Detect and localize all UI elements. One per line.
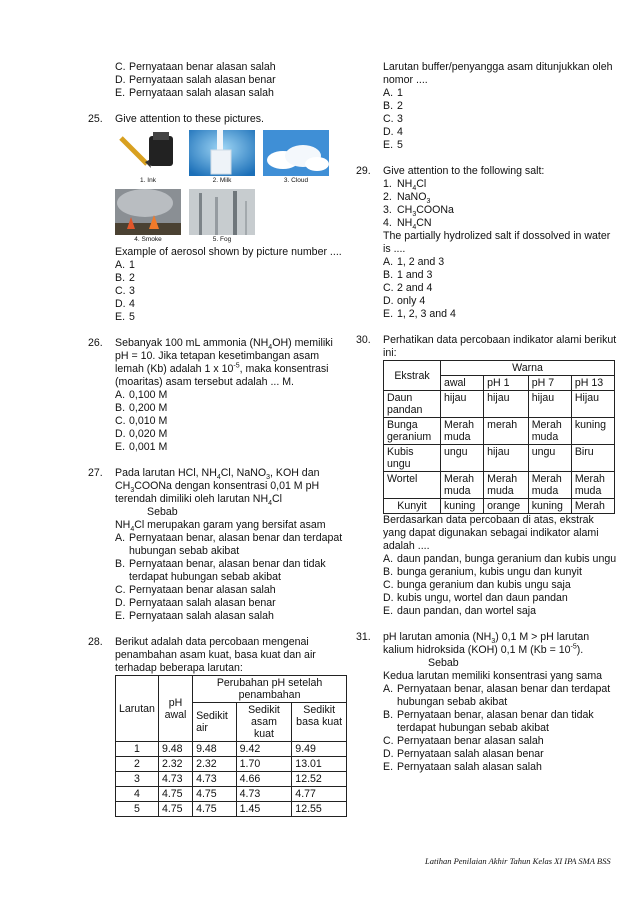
option-letter: C. bbox=[115, 61, 126, 73]
option-letter: E. bbox=[115, 87, 126, 99]
option-text: 1 and 3 bbox=[397, 269, 433, 281]
option-text: only 4 bbox=[397, 295, 426, 307]
option bbox=[115, 558, 346, 584]
header-ekstrak: Ekstrak bbox=[384, 361, 441, 391]
option bbox=[115, 74, 346, 87]
option bbox=[115, 597, 346, 610]
option-letter: B. bbox=[115, 272, 126, 284]
option bbox=[115, 272, 346, 285]
option-text: Pernyataan benar, alasan benar dan terdapat hubungan sebab akibat bbox=[129, 532, 343, 557]
header-larutan: Larutan bbox=[116, 676, 159, 742]
question-number: 28. bbox=[88, 636, 103, 648]
question-27 bbox=[88, 467, 346, 623]
option-text: Pernyataan benar, alasan benar dan tidak terdapat hubungan sebab akibat bbox=[397, 709, 594, 734]
option bbox=[115, 584, 346, 597]
header-sedikit-asam: Sedikit asam kuat bbox=[236, 703, 292, 742]
option bbox=[383, 683, 618, 709]
option-letter: B. bbox=[383, 269, 394, 281]
option-text: Pernyataan salah alasan benar bbox=[129, 74, 276, 86]
option-letter: A. bbox=[383, 683, 394, 695]
header-col: pH 1 bbox=[484, 376, 529, 391]
option-text: 0,010 M bbox=[129, 415, 168, 427]
question-stem: Berikut adalah data percobaan mengenai penambahan asam kuat, basa kuat dan air terhadap beberapa larutan: bbox=[115, 636, 316, 674]
picture-row-1 bbox=[115, 130, 346, 185]
option bbox=[115, 532, 346, 558]
salt-item: 4. $NH_4CN$ bbox=[383, 217, 432, 232]
cloud-image bbox=[263, 130, 329, 176]
option-letter: C. bbox=[115, 415, 126, 427]
option-text: Pernyataan benar, alasan benar dan terdapat hubungan sebab akibat bbox=[397, 683, 611, 708]
table-row: 4 4.75 4.75 4.73 4.77 bbox=[116, 787, 347, 802]
salt-item: 2. NaNO$_3$ bbox=[383, 191, 431, 206]
option-letter: A. bbox=[383, 553, 394, 565]
option bbox=[383, 748, 618, 761]
ink-image bbox=[115, 130, 181, 176]
option-text: 4 bbox=[397, 126, 403, 138]
option-letter: A. bbox=[115, 389, 126, 401]
option bbox=[115, 402, 346, 415]
table-row: 2 2.32 2.32 1.70 13.01 bbox=[116, 757, 347, 772]
option bbox=[383, 592, 618, 605]
option-text: 1, 2 and 3 bbox=[397, 256, 445, 268]
option-text: Pernyataan salah alasan salah bbox=[129, 87, 274, 99]
option bbox=[383, 139, 618, 152]
option-text: bunga geranium, kubis ungu dan kunyit bbox=[397, 566, 582, 578]
option-letter: E. bbox=[115, 610, 126, 622]
option-letter: B. bbox=[115, 402, 126, 414]
option-text: 3 bbox=[129, 285, 135, 297]
salt-item: 1. $NH_4Cl$ bbox=[383, 178, 427, 193]
question-prompt: Larutan buffer/penyangga asam ditunjukkan oleh nomor .... bbox=[383, 61, 613, 86]
option-text: 0,200 M bbox=[129, 402, 168, 414]
question-28-tail bbox=[356, 61, 618, 152]
picture-smoke bbox=[115, 189, 181, 244]
question-stem-line: kalium hidroksida (KOH) 0,1 M $(Kb = 10^{-5})$. bbox=[383, 643, 584, 656]
question-stem-line: terendah dimiliki oleh larutan $NH_4Cl$ bbox=[115, 493, 283, 508]
table-row: Kunyit kuning orange kuning Merah bbox=[384, 499, 615, 514]
question-stem: Perhatikan data percobaan indikator alami berikut ini: bbox=[383, 334, 617, 359]
smoke-image bbox=[115, 189, 181, 235]
milk-image bbox=[189, 130, 255, 176]
option-text: 5 bbox=[397, 139, 403, 151]
picture-caption: 3. Cloud bbox=[283, 177, 309, 184]
table-row: 5 4.75 4.75 1.45 12.55 bbox=[116, 802, 347, 817]
option-text: 1 bbox=[129, 259, 135, 271]
option-text: 1, 2, 3 and 4 bbox=[397, 308, 456, 320]
option-letter: C. bbox=[115, 285, 126, 297]
question-reason: Kedua larutan memiliki konsentrasi yang sama bbox=[383, 670, 603, 682]
option-text: bunga geranium dan kubis ungu saja bbox=[397, 579, 571, 591]
option-letter: C. bbox=[383, 282, 394, 294]
picture-ink bbox=[115, 130, 181, 185]
question-number: 31. bbox=[356, 631, 371, 643]
option-letter: E. bbox=[115, 441, 126, 453]
page-footer: Latihan Penilaian Akhir Tahun Kelas XI IPA SMA BSS bbox=[425, 856, 611, 866]
header-sedikit-basa: Sedikit basa kuat bbox=[292, 703, 347, 742]
indicator-data-table bbox=[383, 360, 615, 514]
question-31 bbox=[356, 631, 618, 774]
option bbox=[115, 298, 346, 311]
option bbox=[115, 87, 346, 100]
table-row: Bunga geranium Merah muda merah Merah muda kuning bbox=[384, 418, 615, 445]
option-letter: A. bbox=[383, 256, 394, 268]
option-letter: A. bbox=[115, 259, 126, 271]
option bbox=[115, 389, 346, 402]
option-text: 1 bbox=[397, 87, 403, 99]
question-prompt: Example of aerosol shown by picture number .... bbox=[115, 246, 342, 258]
option bbox=[383, 735, 618, 748]
option bbox=[383, 100, 618, 113]
option-text: Pernyataan salah alasan salah bbox=[397, 761, 542, 773]
option bbox=[383, 308, 618, 321]
option-letter: A. bbox=[383, 87, 394, 99]
option-text: Pernyataan benar, alasan benar dan tidak terdapat hubungan sebab akibat bbox=[129, 558, 326, 583]
question-30 bbox=[356, 334, 618, 618]
option bbox=[383, 295, 618, 308]
option-letter: E. bbox=[383, 761, 394, 773]
question-25 bbox=[88, 113, 346, 324]
option bbox=[383, 282, 618, 295]
question-number: 29. bbox=[356, 165, 371, 177]
table-row: Daun pandan hijau hijau hijau Hijau bbox=[384, 391, 615, 418]
option-letter: C. bbox=[115, 584, 126, 596]
option-text: Pernyataan salah alasan benar bbox=[397, 748, 544, 760]
question-number: 26. bbox=[88, 337, 103, 349]
option-text: 2 and 4 bbox=[397, 282, 433, 294]
header-col: awal bbox=[441, 376, 484, 391]
option-letter: D. bbox=[115, 597, 126, 609]
option-letter: B. bbox=[115, 558, 126, 570]
option bbox=[115, 285, 346, 298]
option-letter: D. bbox=[115, 298, 126, 310]
option-letter: D. bbox=[383, 592, 394, 604]
option bbox=[115, 610, 346, 623]
option-text: Pernyataan salah alasan salah bbox=[129, 610, 274, 622]
option-letter: E. bbox=[383, 605, 394, 617]
option bbox=[383, 566, 618, 579]
table-row: 3 4.73 4.73 4.66 12.52 bbox=[116, 772, 347, 787]
option-text: kubis ungu, wortel dan daun pandan bbox=[397, 592, 568, 604]
salt-item: 3. $CH_3COONa$ bbox=[383, 204, 454, 219]
option bbox=[383, 605, 618, 618]
option-text: 5 bbox=[129, 311, 135, 323]
picture-milk bbox=[189, 130, 255, 185]
right-column bbox=[356, 61, 618, 774]
left-column bbox=[88, 61, 346, 817]
buffer-data-table bbox=[115, 675, 347, 817]
option-text: 3 bbox=[397, 113, 403, 125]
question-number: 27. bbox=[88, 467, 103, 479]
question-stem: Give attention to these pictures. bbox=[115, 113, 264, 125]
header-col: pH 7 bbox=[528, 376, 571, 391]
option bbox=[383, 256, 618, 269]
picture-caption: 1. Ink bbox=[140, 177, 156, 184]
table-row: 1 9.48 9.48 9.42 9.49 bbox=[116, 742, 347, 757]
header-col: pH 13 bbox=[571, 376, 614, 391]
question-stem-line: Pada larutan HCl, $NH_4Cl$, NaNO$_3$, KOH dan bbox=[115, 467, 320, 482]
table-row: Wortel Merah muda Merah muda Merah muda Merah muda bbox=[384, 472, 615, 499]
option-text: 4 bbox=[129, 298, 135, 310]
option bbox=[115, 415, 346, 428]
question-stem: Give attention to the following salt: bbox=[383, 165, 545, 177]
option bbox=[383, 87, 618, 100]
option bbox=[383, 709, 618, 735]
option-letter: A. bbox=[115, 532, 126, 544]
option bbox=[115, 311, 346, 324]
header-perubahan: Perubahan pH setelah penambahan bbox=[193, 676, 347, 703]
option-letter: D. bbox=[383, 295, 394, 307]
question-stem: Sebanyak 100 mL ammonia $(NH_4OH)$ memiliki pH = 10. Jika tetapan kesetimbangan asam lemah (Kb) adalah 1 x $10^{-5}$, maka konsentrasi (moaritas) asam tersebut adalah ... M. bbox=[115, 337, 333, 388]
question-26 bbox=[88, 337, 346, 454]
option-text: 0,001 M bbox=[129, 441, 168, 453]
picture-row-2 bbox=[115, 189, 346, 244]
option bbox=[115, 441, 346, 454]
option-text: Pernyataan benar alasan salah bbox=[129, 61, 276, 73]
sebab-label: Sebab bbox=[428, 657, 459, 669]
option-text: 0,100 M bbox=[129, 389, 168, 401]
option-letter: E. bbox=[383, 139, 394, 151]
option-text: Pernyataan benar alasan salah bbox=[397, 735, 544, 747]
question-number: 25. bbox=[88, 113, 103, 125]
option-text: daun pandan, dan wortel saja bbox=[397, 605, 537, 617]
question-stem-line: pH larutan amonia $(NH_3)$ 0,1 M > pH larutan bbox=[383, 631, 590, 646]
header-ph-awal: pH awal bbox=[158, 676, 192, 742]
question-29 bbox=[356, 165, 618, 321]
option bbox=[383, 761, 618, 774]
option-text: Pernyataan salah alasan benar bbox=[129, 597, 276, 609]
option bbox=[115, 61, 346, 74]
question-reason: $NH_4Cl$ merupakan garam yang bersifat asam bbox=[115, 519, 326, 534]
header-warna: Warna bbox=[441, 361, 615, 376]
sebab-label: Sebab bbox=[147, 506, 178, 518]
option-letter: D. bbox=[115, 428, 126, 440]
question-stem-line: $CH_3COONa$ dengan konsentrasi 0,01 M pH bbox=[115, 480, 320, 495]
option-letter: C. bbox=[383, 113, 394, 125]
question-prompt: Berdasarkan data percobaan di atas, ekstrak yang dapat digunakan sebagai indikator alami adalah .... bbox=[383, 514, 599, 552]
option bbox=[383, 113, 618, 126]
question-28 bbox=[88, 636, 346, 817]
question-24-tail bbox=[88, 61, 346, 100]
option-letter: C. bbox=[383, 579, 394, 591]
option-text: 2 bbox=[129, 272, 135, 284]
picture-fog bbox=[189, 189, 255, 244]
picture-caption: 2. Milk bbox=[212, 177, 232, 184]
option-letter: B. bbox=[383, 709, 394, 721]
option-letter: E. bbox=[383, 308, 394, 320]
option-text: 2 bbox=[397, 100, 403, 112]
option bbox=[383, 126, 618, 139]
picture-caption: 4. Smoke bbox=[134, 236, 162, 243]
fog-image bbox=[189, 189, 255, 235]
picture-cloud bbox=[263, 130, 329, 185]
option-letter: E. bbox=[115, 311, 126, 323]
option-letter: B. bbox=[383, 100, 394, 112]
option-text: 0,020 M bbox=[129, 428, 168, 440]
option bbox=[115, 259, 346, 272]
option-letter: D. bbox=[383, 748, 394, 760]
option bbox=[115, 428, 346, 441]
header-sedikit-air: Sedikit air bbox=[193, 703, 237, 742]
table-row: Kubis ungu ungu hijau ungu Biru bbox=[384, 445, 615, 472]
question-prompt: The partially hydrolized salt if dossolved in water is .... bbox=[383, 230, 611, 255]
option-text: daun pandan, bunga geranium dan kubis ungu bbox=[397, 553, 617, 565]
option bbox=[383, 553, 618, 566]
option bbox=[383, 269, 618, 282]
option-letter: C. bbox=[383, 735, 394, 747]
picture-caption: 5. Fog bbox=[212, 236, 232, 243]
option bbox=[383, 579, 618, 592]
option-letter: B. bbox=[383, 566, 394, 578]
option-text: Pernyataan benar alasan salah bbox=[129, 584, 276, 596]
option-letter: D. bbox=[115, 74, 126, 86]
question-number: 30. bbox=[356, 334, 371, 346]
option-letter: D. bbox=[383, 126, 394, 138]
